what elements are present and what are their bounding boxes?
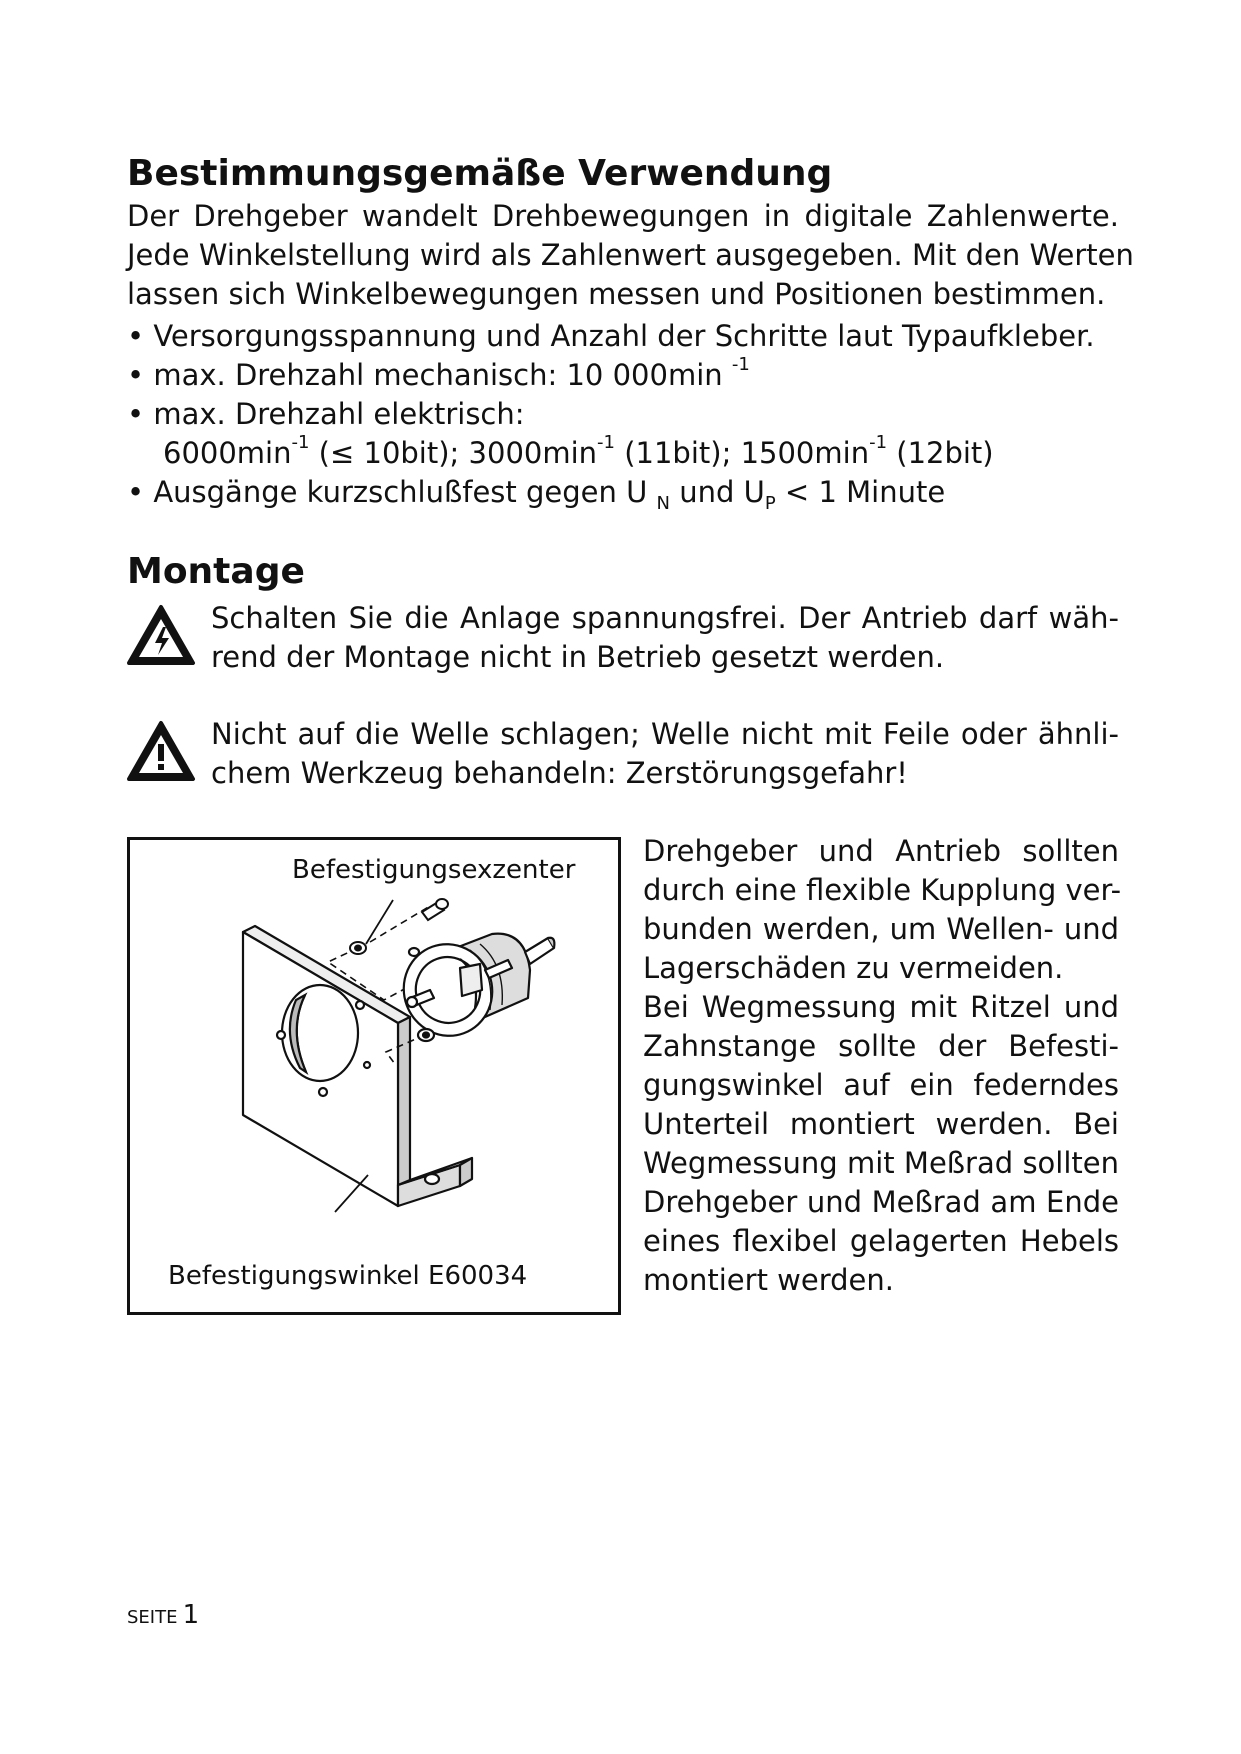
- page-label: SEITE: [127, 1607, 178, 1628]
- note-line-6: [643, 1027, 1119, 1066]
- note-line-1-text: Drehgeber und Antrieb sollten: [643, 834, 1119, 868]
- note-line-9: [643, 1144, 1119, 1183]
- value-11bit: 3000min: [468, 436, 598, 470]
- label-11bit: (11bit);: [615, 436, 741, 470]
- note-line-7-text: gungswinkel auf ein federndes: [643, 1068, 1119, 1102]
- note-line-8-text: Unterteil montiert werden. Bei: [643, 1107, 1119, 1141]
- note-line-2: [643, 871, 1122, 910]
- note-line-1: [643, 832, 1119, 871]
- short-circuit-rest: < 1 Minute: [775, 475, 946, 509]
- warning-1-line-1: [211, 599, 1119, 638]
- note-line-12: montiert werden.: [643, 1263, 894, 1297]
- bullet-supply-voltage: • Versorgungsspannung und Anzahl der Schritte laut Typaufkleber.: [127, 319, 1095, 353]
- note-line-5: [643, 988, 1119, 1027]
- installation-notes: [643, 832, 1122, 1300]
- superscript: -1: [291, 432, 310, 454]
- bullet-max-speed-mechanical-text: • max. Drehzahl mechanisch: 10 000min: [127, 358, 732, 392]
- note-line-2-text: durch eine flexible Kupplung ver-: [643, 873, 1122, 907]
- note-line-10: [643, 1183, 1119, 1222]
- bullet-max-speed-electrical: • max. Drehzahl elektrisch:: [127, 397, 525, 431]
- bullet-short-circuit-proof: [127, 473, 945, 512]
- general-warning-icon: [125, 719, 197, 783]
- section-heading-intended-use: Bestimmungsgemäße Verwendung: [127, 153, 833, 194]
- note-line-6-text: Zahnstange sollte der Befesti-: [643, 1029, 1119, 1063]
- intro-line-2: [127, 236, 1134, 275]
- warning-do-not-strike-shaft: [211, 715, 1119, 793]
- note-line-5-text: Bei Wegmessung mit Ritzel und: [643, 990, 1119, 1024]
- warning-1-line-1-text: Schalten Sie die Anlage spannungsfrei. Der Antrieb darf wäh-: [211, 601, 1119, 635]
- note-line-9-text: Wegmessung mit Meßrad sollten: [643, 1146, 1119, 1180]
- subscript-p: P: [764, 492, 776, 514]
- note-line-11-text: eines flexibel gelagerten Hebels: [643, 1224, 1119, 1258]
- intro-line-2-text: Jede Winkelstellung wird als Zahlenwert ausgegeben. Mit den Werten: [127, 238, 1134, 272]
- intro-paragraph: [127, 197, 1134, 314]
- warning-disconnect-power: [211, 599, 1119, 677]
- short-circuit-text: • Ausgänge kurzschlußfest gegen U: [127, 475, 657, 509]
- note-line-7: [643, 1066, 1119, 1105]
- intro-line-3: lassen sich Winkelbewegungen messen und Positionen bestimmen.: [127, 277, 1106, 311]
- page-number: 1: [182, 1600, 200, 1630]
- superscript: -1: [597, 432, 615, 454]
- value-10bit: 6000min: [163, 436, 292, 470]
- label-10bit: (≤ 10bit);: [309, 436, 469, 470]
- note-line-11: [643, 1222, 1119, 1261]
- note-line-10-text: Drehgeber und Meßrad am Ende: [643, 1185, 1119, 1219]
- intro-line-1-text: Der Drehgeber wandelt Drehbewegungen in digitale Zahlenwerte.: [127, 199, 1119, 233]
- label-12bit: (12bit): [887, 436, 994, 470]
- note-line-4: Lagerschäden zu vermeiden.: [643, 951, 1064, 985]
- intro-line-1: [127, 197, 1119, 236]
- page-footer: [127, 1600, 199, 1630]
- warning-2-line-2: chem Werkzeug behandeln: Zerstörungsgefahr!: [211, 756, 908, 790]
- max-speed-electrical-values: [163, 434, 994, 473]
- bullet-max-speed-mechanical: [127, 356, 750, 395]
- label-mounting-eccentric: Befestigungsexzenter: [292, 855, 576, 885]
- mounting-figure: [127, 837, 621, 1315]
- note-line-8: [643, 1105, 1119, 1144]
- encoder-bracket-drawing: [130, 840, 618, 1312]
- note-line-3: [643, 910, 1119, 949]
- note-line-3-text: bunden werden, um Wellen- und: [643, 912, 1119, 946]
- encoder-body: [391, 932, 554, 1049]
- subscript-n: N: [656, 492, 671, 514]
- value-12bit: 1500min: [740, 436, 870, 470]
- warning-2-line-1: [211, 715, 1119, 754]
- high-voltage-warning-icon: [125, 603, 197, 667]
- label-mounting-bracket: Befestigungswinkel E60034: [168, 1261, 528, 1291]
- section-heading-montage: Montage: [127, 551, 305, 592]
- superscript: -1: [869, 432, 888, 454]
- short-circuit-mid: und U: [670, 475, 765, 509]
- warning-1-line-2: rend der Montage nicht in Betrieb gesetzt werden.: [211, 640, 945, 674]
- warning-2-line-1-text: Nicht auf die Welle schlagen; Welle nicht mit Feile oder ähnli-: [211, 717, 1119, 751]
- superscript: -1: [731, 354, 750, 376]
